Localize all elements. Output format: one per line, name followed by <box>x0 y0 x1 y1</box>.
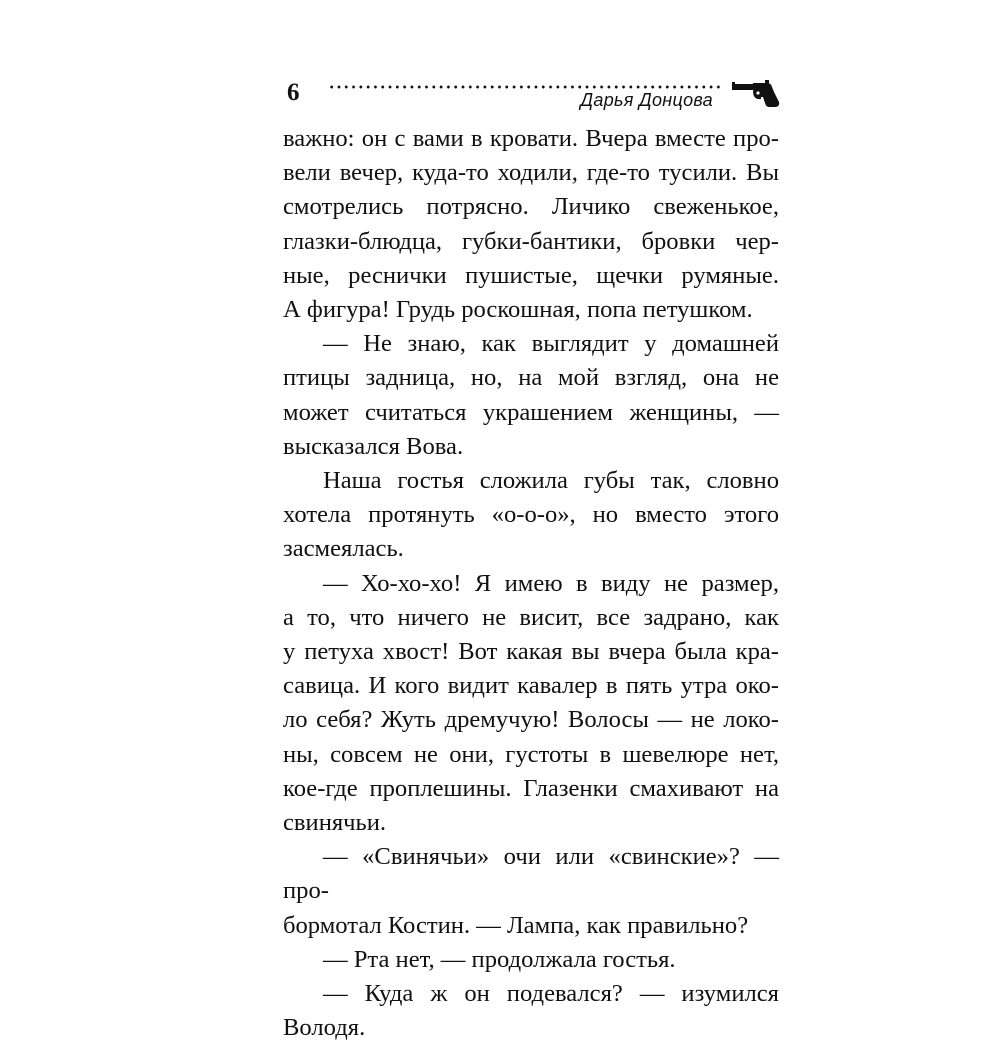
text-line: Володя. <box>283 1014 366 1042</box>
running-head <box>283 74 779 122</box>
text-line: — Куда ж он подевался? — изумился <box>323 980 779 1008</box>
text-line: свинячьи. <box>283 809 387 837</box>
book-page <box>283 74 779 1045</box>
text-line: савица. И кого видит кавалер в пять утра око- <box>283 672 779 700</box>
text-line: Наша гостья сложила губы так, словно <box>323 467 779 495</box>
text-line: кое-где проплешины. Глазенки смахивают на <box>283 774 779 802</box>
revolver-icon <box>731 80 781 108</box>
author-name: Дарья Донцова <box>580 90 713 110</box>
text-line: засмеялась. <box>283 535 404 563</box>
text-line: ны, совсем не они, густоты в шевелюре нет, <box>283 740 779 768</box>
text-line: может считаться украшением женщины, — <box>283 398 779 426</box>
text-line: птицы задница, но, на мой взгляд, она не <box>283 364 779 392</box>
text-line: — Не знаю, как выглядит у домашней <box>323 330 779 358</box>
text-line: — «Свинячьи» очи или «свинские»? — про- <box>283 843 779 905</box>
text-line: ные, реснички пушистые, щечки румяные. <box>283 261 779 289</box>
text-line: а то, что ничего не висит, все задрано, как <box>283 603 779 631</box>
body-text <box>283 122 779 1045</box>
text-line: А фигура! Грудь роскошная, попа петушком. <box>283 296 753 324</box>
page-number: 6 <box>287 79 300 106</box>
text-line: высказался Вова. <box>283 432 464 460</box>
text-line: вели вечер, куда-то ходили, где-то тусили. Вы <box>283 159 779 187</box>
text-line: бормотал Костин. — Лампа, как правильно? <box>283 911 749 939</box>
text-line: смотрелись потрясно. Личико свеженькое, <box>283 193 779 221</box>
text-line: ло себя? Жуть дремучую! Волосы — не локо- <box>283 706 779 734</box>
text-line: хотела протянуть «о-о-о», но вместо этого <box>283 501 779 529</box>
text-line: важно: он с вами в кровати. Вчера вместе про- <box>283 125 779 152</box>
text-line: глазки-блюдца, губки-бантики, бровки чер- <box>283 227 779 255</box>
text-line: у петуха хвост! Вот какая вы вчера была кра- <box>283 638 779 666</box>
text-line: — Рта нет, — продолжала гостья. <box>323 945 676 973</box>
text-line: — Хо-хо-хо! Я имею в виду не размер, <box>323 569 779 597</box>
